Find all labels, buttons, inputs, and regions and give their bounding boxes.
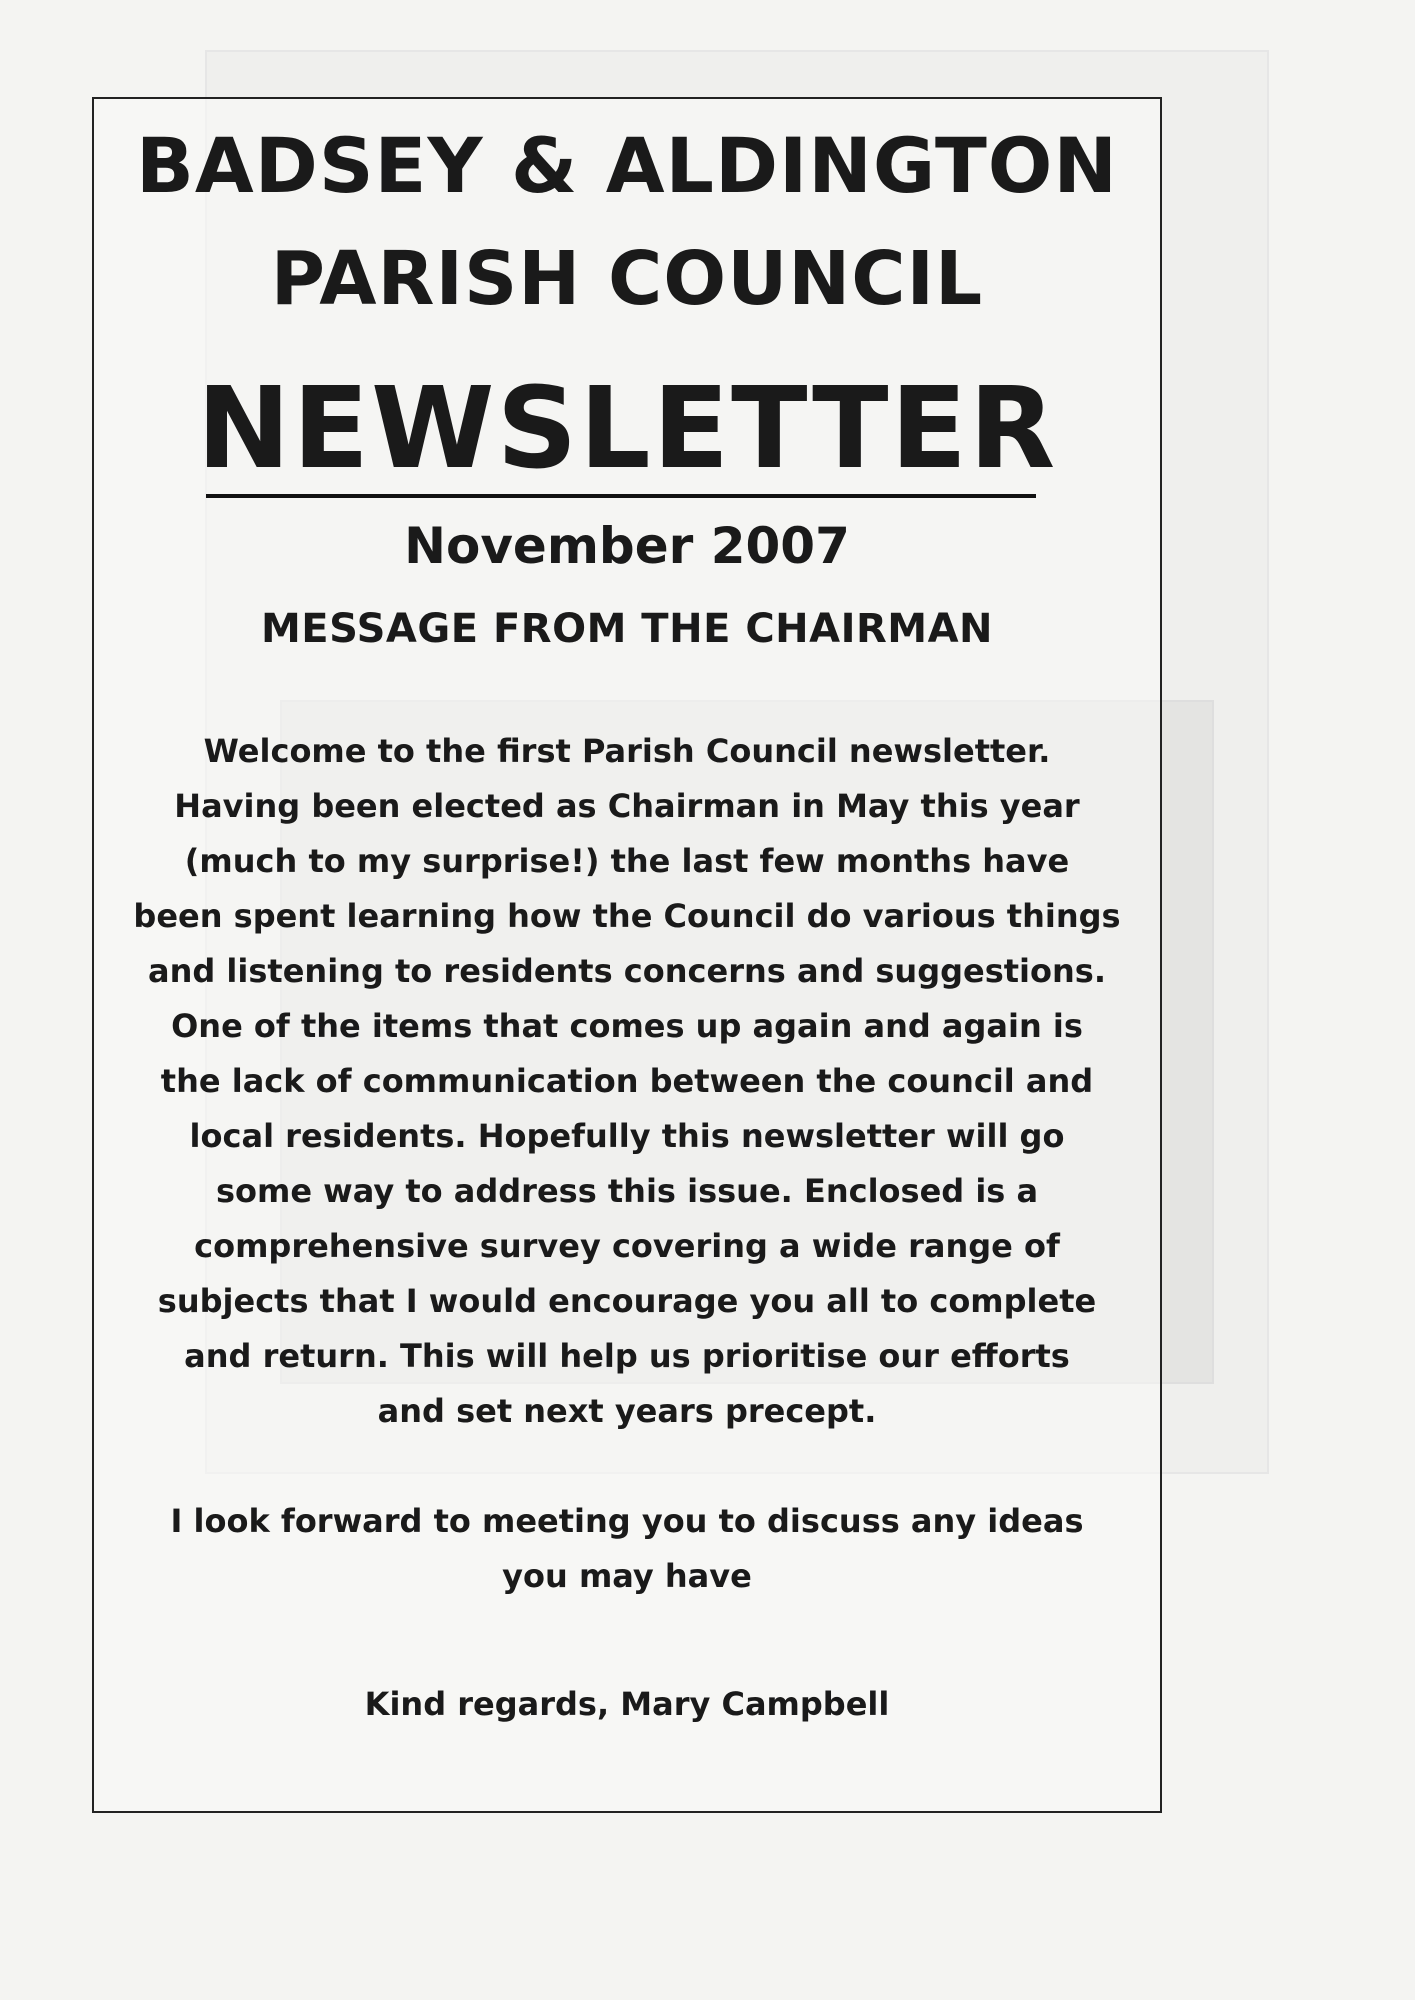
newsletter-title: NEWSLETTER — [196, 364, 1058, 494]
text-line: comprehensive survey covering a wide range of — [194, 1227, 1060, 1265]
text-line: and return. This will help us prioritise our efforts — [184, 1337, 1070, 1375]
text-line: some way to address this issue. Enclosed is a — [215, 1172, 1039, 1210]
issue-date: November 2007 — [404, 517, 850, 575]
text-line: One of the items that comes up again and again is — [171, 1007, 1083, 1045]
text-line: and listening to residents concerns and suggestions. — [148, 952, 1106, 990]
text-line: local residents. Hopefully this newsletter will go — [189, 1117, 1065, 1155]
text-line: been spent learning how the Council do various things — [133, 897, 1121, 935]
text-line: the lack of communication between the council and — [160, 1062, 1094, 1100]
text-line: I look forward to meeting you to discuss any ideas — [170, 1502, 1084, 1540]
chairman-message-paragraph-2 — [94, 1494, 1160, 1604]
title-line-1: BADSEY & ALDINGTON — [135, 121, 1119, 210]
signoff-text: Kind regards, Mary Campbell — [364, 1685, 890, 1723]
text-line: (much to my surprise!) the last few months have — [184, 842, 1070, 880]
text-line: Having been elected as Chairman in May this year — [174, 787, 1080, 825]
text-line: Welcome to the first Parish Council newsletter. — [203, 732, 1051, 770]
text-line: you may have — [502, 1557, 752, 1595]
signoff — [94, 1677, 1160, 1732]
title-line-2: PARISH COUNCIL — [270, 236, 984, 322]
newsletter-frame — [92, 97, 1162, 1813]
chairman-message-paragraph-1 — [94, 724, 1160, 1439]
text-line: subjects that I would encourage you all to complete — [157, 1282, 1097, 1320]
section-heading: MESSAGE FROM THE CHAIRMAN — [260, 606, 994, 652]
title-underline — [206, 494, 1036, 498]
text-line: and set next years precept. — [377, 1392, 877, 1430]
